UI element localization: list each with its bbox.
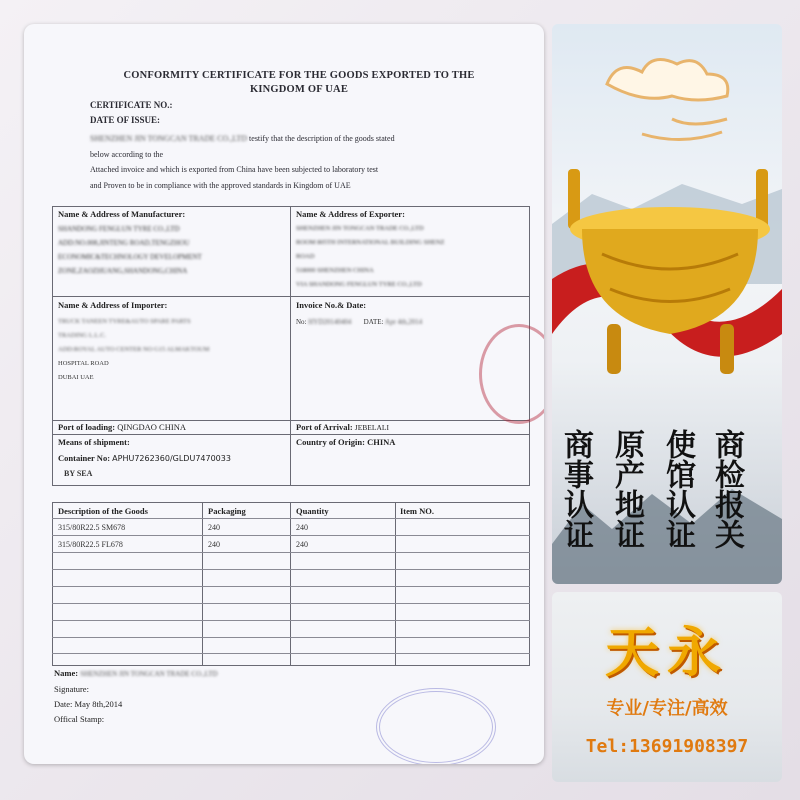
certificate-intro <box>90 131 510 193</box>
goods-col-divider-2 <box>290 502 291 666</box>
title-line-1: CONFORMITY CERTIFICATE FOR THE GOODS EXPORTED TO THE <box>123 70 475 81</box>
by-sea: BY SEA <box>64 469 93 478</box>
shipment-label: Means of shipment: <box>58 437 130 447</box>
contact-phone[interactable]: Tel:13691908397 <box>585 736 749 757</box>
port-loading: Port of loading: QINGDAO CHINA <box>58 422 186 432</box>
intro-line-2: below according to the <box>90 149 164 159</box>
manufacturer-address: SHANDONG FENGLUN TYRE CO.,LTD ADD:NO.008,JINTENG ROAD,TENGZHOU ECONOMIC&TECHNOLOGY DEVELOPMENT ZONE,ZAOZHUANG,SHANDONG,CHINA <box>58 225 202 275</box>
col-header-quantity: Quantity <box>296 506 329 516</box>
goods-header-divider <box>52 518 530 519</box>
parties-row-divider-1 <box>52 296 530 297</box>
certificate-document <box>24 24 544 764</box>
service-column-1: 商事认证 <box>558 429 593 549</box>
brand-slogan: 专业/专注/高效 <box>606 698 728 719</box>
col-header-item-no: Item NO. <box>400 506 434 516</box>
title-line-2: KINGDOM OF UAE <box>249 84 349 95</box>
service-column-2: 原产地证 <box>609 429 644 549</box>
col-header-packaging: Packaging <box>208 506 246 516</box>
row-1-quantity: 240 <box>296 523 308 532</box>
service-column-4: 商检报关 <box>709 429 744 549</box>
country-origin: Country of Origin: CHINA <box>296 437 396 447</box>
brand-name: 天永 <box>605 621 729 684</box>
certificate-title <box>84 69 514 97</box>
exporter-address: SHENZHEN JIN TONGCAN TRADE CO.,LTD ROOM 805TH INTERNATIONAL BUILDING SHENZ ROAD 518000 SHENZHEN CHINA VIA SHANDONG FENGLUN TYRE CO.,LTD <box>296 225 445 288</box>
official-stamp-label: Offical Stamp: <box>54 714 105 724</box>
ad-banner-top <box>552 24 782 584</box>
date-of-issue-label: DATE OF ISSUE: <box>90 115 161 125</box>
exporter-label: Name & Address of Exporter: <box>296 209 405 219</box>
cloud-icon <box>607 60 728 140</box>
row-2-description: 315/80R22.5 FL678 <box>58 540 123 549</box>
invoice-label: Invoice No.& Date: <box>296 300 367 310</box>
parties-divider <box>290 206 291 486</box>
row-2-packaging: 240 <box>208 540 220 549</box>
row-1-description: 315/80R22.5 SM678 <box>58 523 126 532</box>
intro-company: SHENZHEN JIN TONGCAN TRADE CO.,LTD <box>90 134 248 143</box>
blue-company-stamp <box>376 688 496 764</box>
row-1-packaging: 240 <box>208 523 220 532</box>
parties-row-divider-3 <box>52 434 530 435</box>
port-arrival: Port of Arrival: JEBELALI <box>296 422 389 432</box>
intro-line-3: Attached invoice and which is exported from China have been subjected to laboratory test <box>90 165 379 174</box>
row-2-quantity: 240 <box>296 540 308 549</box>
service-column-3: 使馆认证 <box>660 429 695 549</box>
manufacturer-label: Name & Address of Manufacturer: <box>58 209 186 219</box>
parties-row-divider-2 <box>52 420 530 421</box>
ad-banner-bottom <box>552 592 782 782</box>
invoice-details: No: HYD20140404 DATE: Apr 4th,2014 <box>296 318 423 326</box>
intro-line-4: and Proven to be in compliance with the approved standards in Kingdom of UAE <box>90 180 351 190</box>
certificate-no-label: CERTIFICATE NO.: <box>90 100 173 110</box>
date-field: Date: May 8th,2014 <box>54 699 123 709</box>
name-field: Name: SHENZHEN JIN TONGCAN TRADE CO.,LTD <box>54 668 218 678</box>
signature-label: Signature: <box>54 684 89 694</box>
intro-line-1: testify that the description of the goods stated <box>249 134 395 143</box>
goods-col-divider-1 <box>202 502 203 666</box>
col-header-description: Description of the Goods <box>58 506 148 516</box>
importer-label: Name & Address of Importer: <box>58 300 168 310</box>
goods-col-divider-3 <box>395 502 396 666</box>
importer-address: TRUCK TANEEN TYRE&AUTO SPARE PARTS TRADING L.L.C. ADD:ROYAL AUTO CENTER NO G15 ALMAKTOUM HOSPITAL ROAD DUBAI UAE <box>58 318 210 381</box>
container-info: Container No: APHU7262360/GLDU7470033 <box>58 453 231 463</box>
